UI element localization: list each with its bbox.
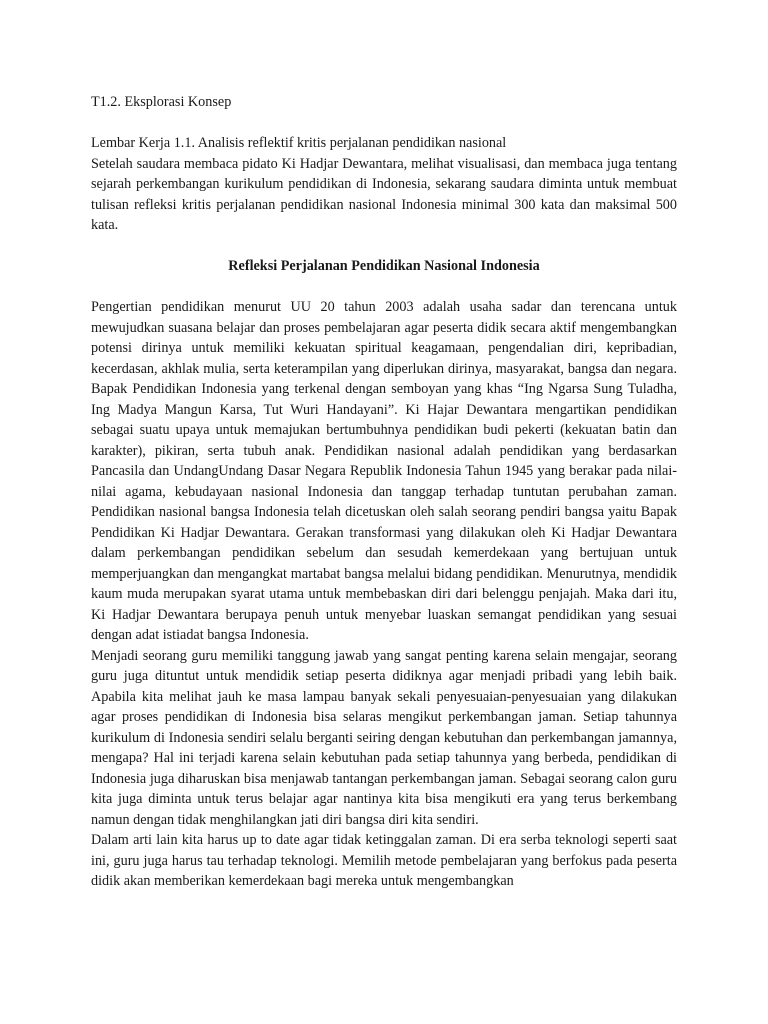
essay-title: Refleksi Perjalanan Pendidikan Nasional Indonesia xyxy=(228,258,540,274)
essay-paragraph-3: Dalam arti lain kita harus up to date agar tidak ketinggalan zaman. Di era serba teknologi seperti saat ini, guru juga harus tau terhadap teknologi. Memilih metode pembelajaran yang berfokus pada peserta didik akan memberikan kemerdekaan bagi mereka untuk mengembangkan xyxy=(91,832,677,889)
blank-line xyxy=(91,236,677,257)
essay-paragraph-2: Menjadi seorang guru memiliki tanggung jawab yang sangat penting karena selain mengajar, seorang guru juga dituntut untuk mendidik setiap peserta didiknya agar menjadi pribadi yang lebih baik. Apabila kita melihat jauh ke masa lampau banyak sekali penyesuaian-penyesuaian yang dilakukan agar proses pendidikan di Indonesia bisa selaras mengikut perkembangan jaman. Setiap tahunnya kurikulum di Indonesia sendiri selalu berganti seiring dengan kebutuhan dan perkembangan jamannya, mengapa? Hal ini terjadi karena selain kebutuhan pada setiap tahunnya yang berbeda, pendidikan di Indonesia juga diharuskan bisa menjawab tantangan perkembangan jaman. Sebagai seorang calon guru kita juga diminta untuk terus belajar agar nantinya kita bisa mengikuti era yang terus berkembang namun dengan tidak menghilangkan jati diri bangsa diri kita sendiri. xyxy=(91,647,677,828)
blank-line xyxy=(91,277,677,298)
blank-line xyxy=(91,113,677,134)
instruction-text: Setelah saudara membaca pidato Ki Hadjar Dewantara, melihat visualisasi, dan membaca juga tentang sejarah perkembangan kurikulum pendidikan di Indonesia, sekarang saudara diminta untuk membuat tulisan refleksi kritis perjalanan pendidikan nasional Indonesia minimal 300 kata dan maksimal 500 kata. xyxy=(91,155,677,233)
document-heading: T1.2. Eksplorasi Konsep xyxy=(91,94,232,110)
essay-paragraph-1: Pengertian pendidikan menurut UU 20 tahun 2003 adalah usaha sadar dan terencana untuk mewujudkan suasana belajar dan proses pembelajaran agar peserta didik secara aktif mengembangkan potensi dirinya untuk memiliki kekuatan spiritual keagamaan, pengendalian diri, kepribadian, kecerdasan, akhlak mulia, serta keterampilan yang diperlukan dirinya, masyarakat, bangsa dan negara. Bapak Pendidikan Indonesia yang terkenal dengan semboyan yang khas “Ing Ngarsa Sung Tuladha, Ing Madya Mangun Karsa, Tut Wuri Handayani”. Ki Hajar Dewantara mengartikan pendidikan sebagai suatu upaya untuk memajukan bertumbuhnya pendidikan budi pekerti (kekuatan batin dan karakter), pikiran, serta tubuh anak. Pendidikan nasional adalah pendidikan yang berdasarkan Pancasila dan UndangUndang Dasar Negara Republik Indonesia Tahun 1945 yang berakar pada nilai-nilai agama, kebudayaan nasional Indonesia dan tanggap terhadap tuntutan perubahan zaman. Pendidikan nasional bangsa Indonesia telah dicetuskan oleh salah seorang pendiri bangsa yaitu Bapak Pendidikan Ki Hadjar Dewantara. Gerakan transformasi yang dilakukan oleh Ki Hadjar Dewantara dalam perkembangan pendidikan sebelum dan sesudah kemerdekaan yang bertujuan untuk memperjuangkan dan mengangkat martabat bangsa melalui bidang pendidikan. Menurutnya, mendidik kaum muda merupakan syarat utama untuk membebaskan diri dari belenggu penjajah. Maka dari itu, Ki Hadjar Dewantara berupaya penuh untuk menyebar luaskan semangat pendidikan yang sesuai dengan adat istiadat bangsa Indonesia. xyxy=(91,299,677,643)
worksheet-title: Lembar Kerja 1.1. Analisis reflektif kritis perjalanan pendidikan nasional xyxy=(91,135,507,151)
